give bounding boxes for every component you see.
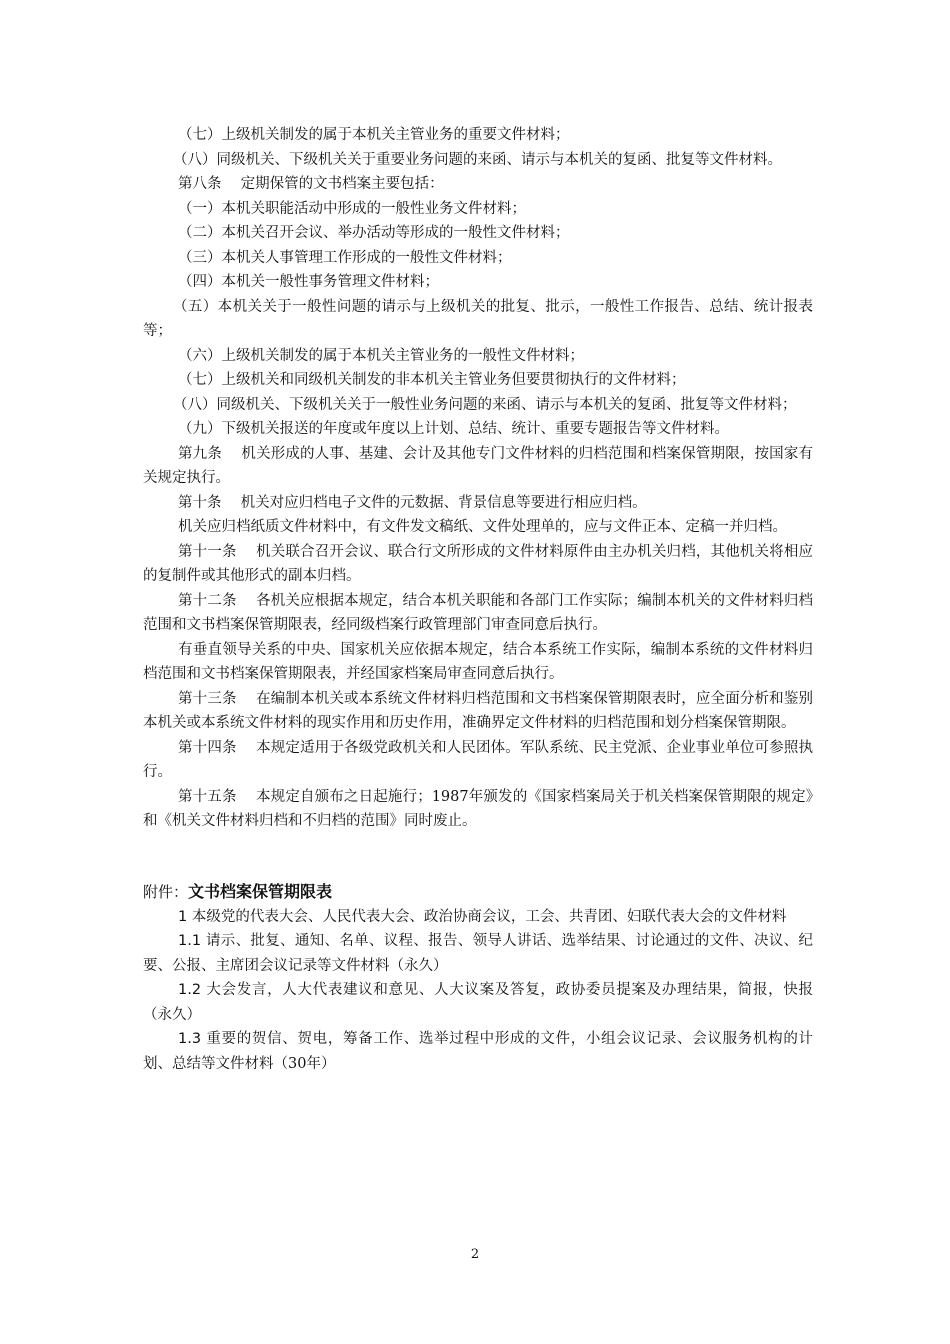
- paragraph-5: （二）本机关召开会议、举办活动等形成的一般性文件材料；: [178, 225, 570, 241]
- item-number: 1.3: [178, 1031, 202, 1047]
- paragraph-8: （五）本机关关于一般性问题的请示与上级机关的批复、批示，一般性工作报告、总结、统计报表等；: [143, 298, 813, 339]
- item-text: 本级党的代表大会、人民代表大会、政治协商会议，工会、共青团、妇联代表大会的文件材料: [187, 908, 787, 925]
- article-11: 第十一条 机关联合召开会议、联合行文所形成的文件材料原件由主办机关归档，其他机关将相应的复制件或其他形式的副本归档。: [143, 543, 813, 584]
- document-body: [143, 123, 813, 1076]
- item-text: 大会发言，人大代表建议和意见、人大议案及答复，政协委员提案及办理结果，简报，快报（永久）: [143, 982, 813, 1023]
- attachment-prefix: 附件：: [143, 882, 189, 901]
- item-1-3: [143, 1027, 813, 1076]
- article-12: 第十二条 各机关应根据本规定，结合本机关职能和各部门工作实际；编制本机关的文件材料归档范围和文书档案保管期限表，经同级档案行政管理部门审查同意后执行。: [143, 592, 813, 633]
- article-15: 第十五条 本规定自颁布之日起施行；1987年颁发的《国家档案局关于机关档案保管期限的规定》和《机关文件材料归档和不归档的范围》同时废止。: [143, 788, 813, 829]
- paragraph-15: 机关应归档纸质文件材料中，有文件发文稿纸、文件处理单的，应与文件正本、定稿一并归档。: [178, 519, 787, 535]
- paragraph-18: 有垂直领导关系的中央、国家机关应依据本规定，结合本系统工作实际，编制本系统的文件材料归档范围和文书档案保管期限表，并经国家档案局审查同意后执行。: [143, 641, 813, 682]
- item-number: 1.1: [178, 933, 202, 949]
- item-text: 请示、批复、通知、名单、议程、报告、领导人讲话、选举结果、讨论通过的文件、决议、纪要、公报、主席团会议记录等文件材料（永久）: [143, 933, 813, 974]
- paragraph-11: （八）同级机关、下级机关关于一般性业务问题的来函、请示与本机关的复函、批复等文件材料；: [173, 396, 797, 413]
- item-text: 重要的贺信、贺电，筹备工作、选举过程中形成的文件，小组会议记录、会议服务机构的计划、总结等文件材料（30年）: [143, 1031, 813, 1072]
- article-10: 第十条 机关对应归档电子文件的元数据、背景信息等要进行相应归档。: [178, 494, 647, 511]
- paragraph-9: （六）上级机关制发的属于本机关主管业务的一般性文件材料；: [178, 347, 584, 364]
- section-spacer: [143, 834, 813, 879]
- item-1-1: [143, 929, 813, 978]
- item-1: [143, 905, 813, 930]
- paragraph-6: （三）本机关人事管理工作形成的一般性文件材料；: [178, 249, 512, 266]
- paragraph-2: （八）同级机关、下级机关关于重要业务问题的来函、请示与本机关的复函、批复等文件材料。: [173, 151, 782, 168]
- article-14: 第十四条 本规定适用于各级党政机关和人民团体。军队系统、民主党派、企业事业单位可参照执行。: [143, 739, 813, 780]
- paragraph-10: （七）上级机关和同级机关制发的非本机关主管业务但要贯彻执行的文件材料；: [178, 372, 686, 388]
- paragraph-12: （九）下级机关报送的年度或年度以上计划、总结、统计、重要专题报告等文件材料。: [178, 421, 729, 437]
- page-number: 2: [470, 1247, 480, 1262]
- item-number: 1.2: [178, 982, 202, 998]
- article-8: 第八条 定期保管的文书档案主要包括：: [178, 176, 444, 192]
- article-9: 第九条 机关形成的人事、基建、会计及其他专门文件材料的归档范围和档案保管期限，按国家有关规定执行。: [143, 445, 813, 486]
- article-13: 第十三条 在编制本机关或本系统文件材料归档范围和文书档案保管期限表时，应全面分析和鉴别本机关或本系统文件材料的现实作用和历史作用，准确界定文件材料的归档范围和划分档案保管期限。: [143, 690, 813, 731]
- attachment-heading: [143, 879, 813, 905]
- paragraph-1: （七）上级机关制发的属于本机关主管业务的重要文件材料；: [178, 127, 570, 143]
- paragraph-4: （一）本机关职能活动中形成的一般性业务文件材料；: [178, 200, 526, 217]
- paragraph-7: （四）本机关一般性事务管理文件材料；: [178, 274, 439, 290]
- attachment-title: 文书档案保管期限表: [188, 881, 333, 901]
- item-1-2: [143, 978, 813, 1027]
- item-number: 1: [178, 908, 188, 925]
